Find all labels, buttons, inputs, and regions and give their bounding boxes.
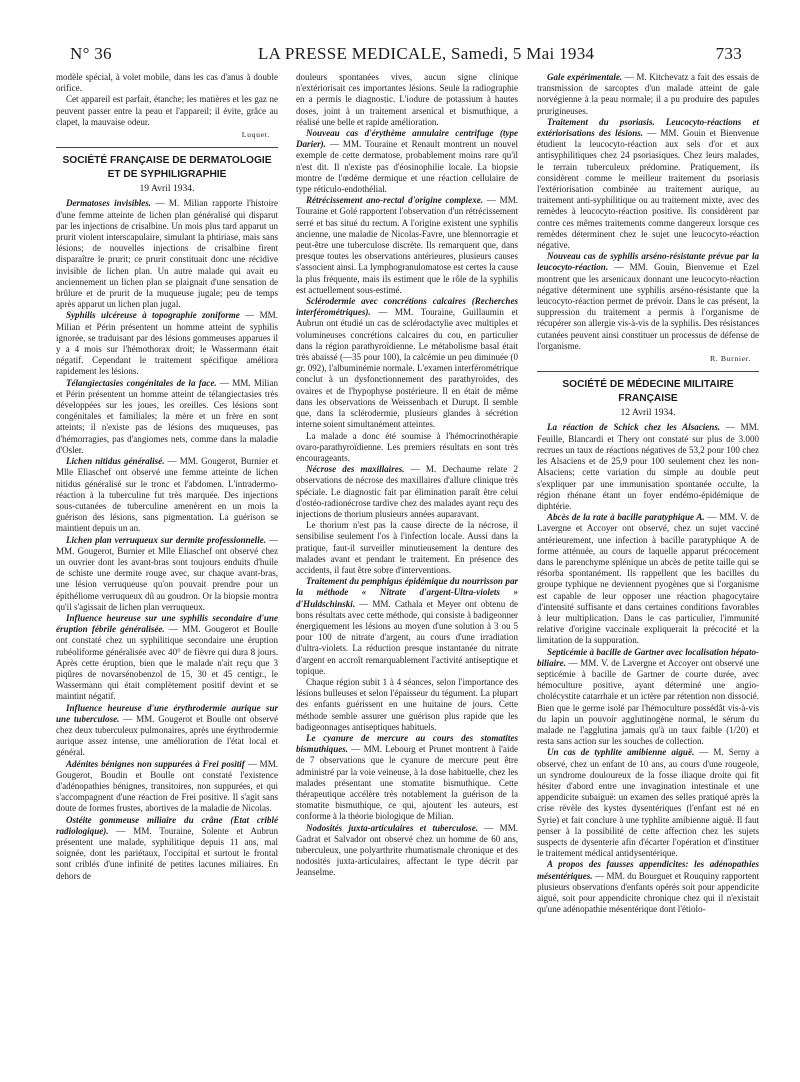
article-body: — M. Serny a observé, chez un enfant de 10 ans, au cours d'une rougeole, un syndrome douloureux de la fosse iliaque droite qui fit hésiter d'abord entre une invagination intestinale et une appendicite subaiguë: un examen des selles pratiqué après la crise révèle des kystes dysentériques (l'enfant est né en Syrie) et fait conclure à une typhlite amibienne aiguë. Il faut penser à la possibilité de cette affection chez les sujets suspects de dysenterie afin d'écarter l'opération et d'instituer le traitement médical antidysentérique. [537, 747, 759, 859]
article [296, 733, 518, 823]
article-body: — MM. V. de Lavergne et Accoyer ont observé, chez un sujet vacciné antérieurement, une infection à bacille paratyphique A de forme atténuée, au cours de laquelle apparut précocement dans le parenchyme splénique un abcès de petite taille qui se résorba spontanément. Ils rappellent que les bacilles du groupe typhique ne deviennent pyogènes que si l'organisme est capable de leur opposer une réaction phagocytaire d'intensité suffisante et dans certaines conditions favorables à leur multiplication. Dans le cas particulier, l'immunité relative d'origine vaccinale expliquerait la précocité et la limitation de la suppuration. [537, 512, 760, 646]
article [56, 703, 278, 759]
article [56, 310, 278, 377]
article-title: Abcès de la rate à bacille paratyphique A. [547, 512, 705, 523]
article [56, 456, 278, 534]
article-body: — MM. Gougerot et Boulle ont observé chez deux tuberculeux pulmonaires, après une érythrodermie aurique assez intense, une amélioration de l'état local et général. [56, 713, 279, 758]
article-body: — MM. Gougerot, Burnier et Mlle Eliaschef ont observé chez un ouvrier dont les avant-bras sont toujours enduits d'huile de schiste une dermite rouge avec, sur chaque avant-bras, une lésion verruqueuse qu'on pouvait prendre pour un épithéliome verruqueux dû au goudron. Or la biopsie montra qu'il s'agissait de lichen plan verruqueux. [56, 534, 278, 612]
article-title: Septicémie à bacille de Gartner avec localisation hépato-biliaire. [537, 646, 759, 668]
signature: Luquet. [241, 130, 270, 140]
paragraph: Le thorium n'est pas la cause directe de la nécrose, il sensibilise seulement l'os à l'infection locale. Aussi dans la pratique, faut-il surveiller minutieusement la denture des malades avant et pendant le traitement. En présence des accidents, il faut être sobre d'interventions. [296, 520, 518, 575]
article [537, 422, 759, 512]
article-title: Nécrose des maxillaires. [306, 464, 405, 475]
article-title: Le cyanure de mercure au cours des stomatites bismuthiques. [296, 732, 518, 755]
article-body: — MM. Feuille, Blancardi et Thery ont constaté sur plus de 3.000 recrues un taux de réactions négatives de 53,2 pour 100 chez les Alsaciens et de 25,9 pour 100 seulement chez les non-Alsaciens; cette variation du simple au double peut s'expliquer par une immunisation spontanée occulte, la région rhénane étant un foyer endémo-épidémique de diphtérie. [537, 422, 759, 511]
article [537, 647, 759, 748]
column-2 [296, 72, 518, 879]
article [56, 613, 278, 703]
session-date: 12 Avril 1934. [620, 407, 676, 419]
article-title: Influence heureuse sur une syphilis secondaire d'une éruption fébrile généralisée. [56, 612, 278, 635]
article-body: — M. Dechaume relate 2 observations de nécrose des maxillaires d'allure clinique très spéciale. Le diagnostic fait par élimination paraît être celui d'ostéo-radionécrose tardive chez des malades ayant reçu des injections de thorium plusieurs années auparavant. [296, 464, 518, 519]
article [296, 128, 518, 195]
article-body: — MM. Milian et Périn présentent un homme atteint de télangiectasies très développées sur les joues, les oreilles. Ces lésions sont congénitales et familiales; la mère et un frère en sont atteints; il n'existe pas de lésions des muqueuses, pas d'hémorragies, pas d'angiomes nets, comme dans la maladie d'Osler. [56, 377, 278, 455]
article-body: — MM. Milian et Périn présentent un homme atteint de syphilis ignorée, se traduisant par des lésions gommeuses apparues il y a 4 mois sur l'hémothorax droit; le Wassermann était négatif. Cependant le traitement spécifique améliora rapidement les lésions. [56, 310, 278, 377]
paragraph: Cet appareil est parfait, étanche; les matières et les gaz ne peuvent passer entre la peau et l'appareil; il évite, grâce au clapet, la mauvaise odeur. [56, 94, 278, 127]
article-body: — MM. Cathala et Meyer ont obtenu de bons résultats avec cette méthode, qui consiste à badigeonner énergiquement les lésions au moyen d'une solution à 3 ou 5 pour 100 de nitrate d'argent, au cours d'une irradiation d'ultra-violets. La réduction presque instantanée du nitrate d'argent en accroît remarquablement l'activité antiseptique et topique. [296, 598, 518, 676]
article [56, 198, 278, 310]
article-body: — MM. Gouin, Bienvenue et Ezel montrent que les arsenicaux donnant une leucocyto-réaction négative déterminent une syphilis arséno-résistante que la leucocyto-réaction permet de prévoir. Dans le cas présent, la suppression du traitement a permis à l'organisme de récupérer son allergie vis-à-vis de la syphilis. Des résistances cutanées peuvent ainsi constituer un processus de défense de l'organisme. [537, 262, 759, 351]
article-title: A propos des fausses appendicites: les adénopathies mésentériques. [537, 859, 759, 881]
column-3 [537, 72, 759, 915]
article [537, 512, 759, 646]
article [537, 72, 759, 117]
article-body: — MM. Touraine, Solente et Aubrun présentent une malade, syphilitique depuis 11 ans, mal soignée, dont les pariétaux, l'occipital et surtout le frontal sont criblés d'une infinité de petites lacunes miliaires. En dehors de [56, 825, 278, 881]
article-body: — MM. Gouin et Bienvenue étudient la leucocyto-réaction aux sels d'or et aux antisyphilitiques chez 24 psoriasiques. Chez leurs malades, le terrain tuberculeux prédomine. Pratiquement, ils considèrent comme le meilleur traitement du psoriasis l'extériorisation combinée au traitement aurique, au traitement anti-syphilitique ou au traitement mixte, avec des remèdes à leucocyto-réaction positive. Ils considèrent par contre ces mêmes traitements comme dangereux lorsque ces remèdes déterminent chez le sujet une leucocyto-réaction négative. [537, 128, 759, 251]
article [296, 464, 518, 520]
article [537, 117, 759, 251]
article [296, 576, 518, 677]
article [537, 859, 759, 915]
article-body: — MM. Gougerot et Boulle ont constaté chez un syphilitique secondaire une éruption rubéoliforme généralisée avec 40° de fièvre qui dura 8 jours. Après cette éruption, bien que le malade n'ait reçu que 3 piqûres de novarsénobenzol de 15, 30 et 45 centigr., le Wassermann qui était complètement positif devint et se maintint négatif. [56, 624, 278, 702]
paragraph: douleurs spontanées vives, aucun signe clinique n'extériorisait ces importantes lésions. Seule la radiographie en a permis le diagnostic. L'iodure de potassium à hautes doses, joint à un traitement arsenical et bismuthique, a réalisé une belle et rapide amélioration. [296, 72, 518, 127]
article-title: Un cas de typhlite amibienne aiguë. [547, 747, 695, 758]
article-body: — MM. Touraine et Renault montrent un nouvel exemple de cette dermatose, probablement moins rare qu'il n'est dit. Il n'existe pas d'éosinophilie locale. La biopsie montre de l'œdème dermique et une réaction cellulaire de type réticulo-endothélial. [296, 139, 518, 195]
issue-number: N° 36 [70, 44, 112, 63]
article [56, 378, 278, 456]
signature: R. Burnier. [709, 354, 751, 364]
article [296, 195, 518, 296]
article-title: Nouveau cas d'érythème annulaire centrifuge (type Darier). [296, 128, 518, 150]
article [56, 815, 278, 882]
article-body: — MM. Lebourg et Prunet montrent à l'aide de 7 observations que le cyanure de mercure peut être administré par la voie veineuse, à la dose habituelle, chez les malades présentant une stomatite bismuthique. Cette thérapeutique accélère très notablement la guérison de la stomatite bismuthique, ce qui, ajoutent les auteurs, est conforme à la théorie biologique de Milian. [296, 744, 518, 822]
article-title: Rétrécissement ano-rectal d'origine complexe. [306, 195, 483, 206]
article-body: — MM. Gougerot, Boudin et Boulle ont constaté l'existence d'adénopathies bénignes, transitoires, non suppurées, et qui s'accompagnent d'une réaction de Frei positive. Il s'agit sans doute de formes frustes, abortives de la maladie de Nicolas. [56, 758, 279, 814]
article-body: — MM. V. de Lavergne et Accoyer ont observé une septicémie à bacille de Gartner de courte durée, avec hémoculture positive, ayant déterminé une angio-cholécystite catarrhale et un ictère par rétention non dissocié. Bien que le germe isolé par l'hémoculture possédât vis-à-vis du lapin un pouvoir agglutinogène normal, le sérum du malade ne l'agglutina jamais qu'à un taux faible (1/20) et resta sans action sur les souches de collection. [537, 657, 759, 747]
article [296, 296, 518, 430]
article-title: Nouveau cas de syphilis arséno-résistante prévue par la leucocyto-réaction. [537, 251, 759, 273]
society-heading: SOCIÉTÉ FRANÇAISE DE DERMATOLOGIE ET DE SYPHILIGRAPHIE [62, 155, 272, 180]
article [537, 747, 759, 859]
journal-title: LA PRESSE MEDICALE, Samedi, 5 Mai 1934 [258, 44, 595, 63]
article-title: Télangiectasies congénitales de la face. [66, 377, 217, 388]
article-title: Syphilis ulcéreuse à topographie zoniforme [66, 310, 240, 321]
divider [56, 147, 278, 148]
article [537, 251, 759, 352]
article-title: Lichen nitidus généralisé. [66, 456, 165, 467]
article-body: — MM. Gadrat et Salvador ont observé chez un homme de 60 ans, tuberculeux, une polyarthrite rhumatismale chronique et des nodosités juxta-articulaires, affectant le type décrit par Jeanselme. [296, 822, 518, 878]
page-header [70, 44, 742, 68]
article-title: Sclérodermie avec concrétions calcaires (Recherches interférométriques). [296, 296, 518, 318]
article [56, 535, 278, 613]
article [56, 759, 278, 815]
article-title: Lichen plan verruqueux sur dermite professionnelle. [66, 534, 266, 545]
article-title: Gale expérimentale. [547, 72, 623, 82]
article-title: Adénites bénignes non suppurées à Frei positif [66, 758, 245, 769]
article-title: Influence heureuse d'une érythrodermie aurique sur une tuberculose. [56, 702, 278, 724]
article-body: — MM. Touraine et Golé rapportent l'observation d'un rétrécissement serré et bas situé du rectum. A l'origine existent une syphilis ancienne, une maladie de Nicolas-Favre, une blennorragie et peut-être une tuberculose discrète. Ils remarquent que, dans presque toutes les observations antérieures, plusieurs causes s'associent ainsi. La lymphogranulomatose est certes la cause la plus fréquente, mais ils estiment que le rôle de la syphilis est actuellement sous-estimé. [296, 195, 519, 295]
article-title: La réaction de Schick chez les Alsaciens. [547, 422, 721, 433]
article [296, 823, 518, 879]
article-title: Traitement du psoriasis. Leucocyto-réactions et extériorisations des lésions. [537, 116, 759, 139]
society-heading: SOCIÉTÉ DE MÉDECINE MILITAIRE FRANÇAISE [562, 379, 734, 404]
paragraph: modèle spécial, à volet mobile, dans les cas d'anus à double orifice. [56, 72, 278, 94]
article-title: Dermatoses invisibles. [66, 198, 152, 209]
article-body: — MM. Touraine, Guillaumin et Aubrun ont étudié un cas de sclérodactylie avec multiples et volumineuses concrétions calcaires du cou, en particulier dans la région parathyroïdienne. Le métabolisme basal était très abaissé (—35 pour 100), la calcémie un peu diminuée (0 gr. 092), l'albuminémie normale. L'examen interférométrique conclut à un dysfonctionnement des parathyroïdes, des ovaires et de l'hypophyse postérieure. Il en était de même dans les observations de Weissenbach et Durupt. Il semble que, dans la sclérodermie, plusieurs glandes à sécrétion interne soient simultanément atteintes. [296, 307, 518, 430]
article-title: Ostéite gommeuse miliaire du crâne (Etat criblé radiologique). [56, 814, 278, 836]
paragraph: Chaque région subit 1 à 4 séances, selon l'importance des lésions bulleuses et selon l'épaisseur du tégument. La plupart des enfants guérissent en une huitaine de jours. Cette méthode semble assurer une guérison plus rapide que les badigeonnages antiseptiques habituels. [296, 676, 518, 732]
article-body: — MM. Gougerot, Burnier et Mlle Eliaschef ont observé une femme atteinte de lichen nitidus généralisé sur le tronc et l'abdomen. L'intradermo-réaction à la tuberculine fut très marquée. Des injections sous-cutanées de tuberculine amenèrent en un mois la guérison des lésions, sans pigmentation. La guérison se maintient depuis un an. [56, 456, 278, 534]
page-number: 733 [715, 44, 742, 63]
article-body: — M. Milian rapporte l'histoire d'une femme atteinte de lichen plan généralisé qui disparut par les injections de crisalbine. Un mois plus tard apparut un prurit violent interscapulaire, simulant la phtiriase, mais sans lésions; de nouvelles injections de crisalbine firent disparaître le prurit; ce prurit constituait donc une récidive invisible de lichen plan. Un autre malade qui avait eu anciennement un lichen plan se plaignait d'une sensation de brûlure et de prurit de la muqueuse jugale; peu de temps après apparut un lichen plan jugal. [56, 198, 278, 310]
article-title: Traitement du pemphigus épidémique du nourrisson par la méthode « Nitrate d'argent-Ultra-violets » d'Huldschinski. [296, 576, 518, 609]
divider [537, 371, 759, 372]
column-1 [56, 72, 278, 882]
session-date: 19 Avril 1934. [139, 183, 195, 195]
article-title: Nodosités juxta-articulaires et tuberculose. [306, 822, 478, 833]
article-body: — M. Kitchevatz a fait des essais de transmission de sarcoptes d'un malade atteint de gale norvégienne à la peau normale; il a pu produire des papules prurigineuses. [537, 72, 760, 116]
paragraph: La malade a donc été soumise à l'hémocrinothérapie ovaro-parathyroïdienne. Les premiers résultats en sont très encourageants. [296, 430, 518, 463]
article-body: — MM. du Bourguet et Rouquiny rapportent plusieurs observations d'enfants opérés soit pour appendicite aiguë, soit pour appendicite chronique chez qui il n'existait qu'une adénopathie mésentérique dont l'étiolo- [537, 870, 759, 915]
